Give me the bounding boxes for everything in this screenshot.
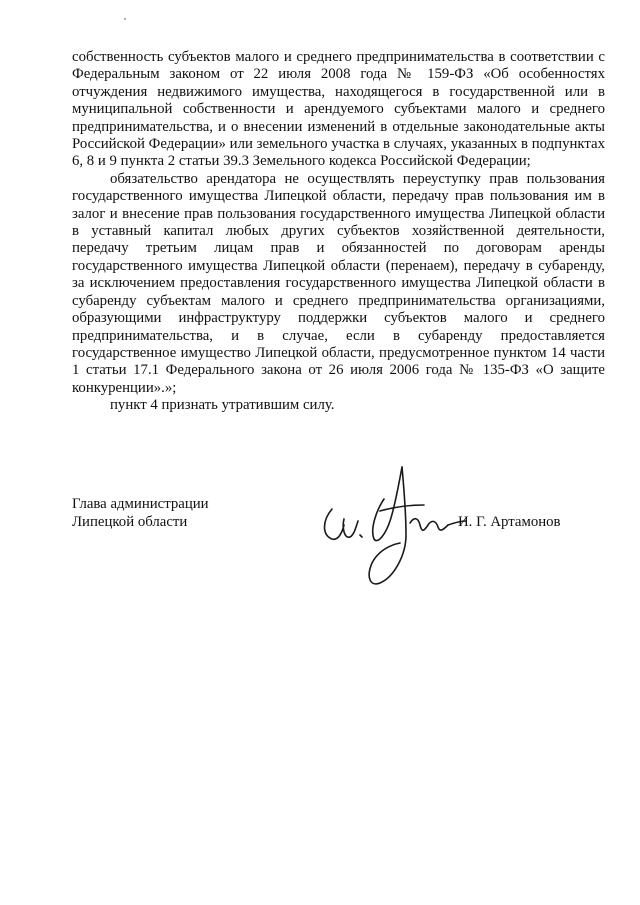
signatory-name: И. Г. Артамонов — [458, 514, 561, 530]
signatory-title — [72, 495, 209, 531]
paragraph-continuation: собственность субъектов малого и среднего предпринимательства в соответствии с Федеральным законом от 22 июля 2008 года № 159-ФЗ «Об особенностях отчуждения недвижимого имущества, находящегося в государственной или в муниципальной собственности и арендуемого субъектами малого и среднего предпринимательства, и о внесении изменений в отдельные законодательные акты Российской Федерации» или земельного участка в случаях, указанных в подпунктах 6, 8 и 9 пункта 2 статьи 39.3 Земельного кодекса Российской Федерации; — [72, 49, 605, 170]
signatory-title-line1: Глава администрации — [72, 496, 209, 512]
scan-speck — [124, 18, 126, 20]
document-body — [72, 49, 605, 415]
signature-block — [72, 495, 605, 615]
signatory-title-line2: Липецкой области — [72, 514, 188, 530]
paragraph-point-4: пункт 4 признать утратившим силу. — [110, 397, 335, 414]
paragraph-lease-obligation: обязательство арендатора не осуществлять переуступку прав пользования государственного имущества Липецкой области, передачу прав пользования им в залог и внесение прав пользования государственного имущества Липецкой области в уставный капитал любых других субъектов хозяйственной деятельности, передачу третьим лицам прав и обязанностей по договорам аренды государственного имущества Липецкой области (перенаем), передачу в субаренду, за исключением предоставления государственного имущества Липецкой области в субаренду субъектам малого и среднего предпринимательства организациями, образующими инфраструктуру поддержки субъектов малого и среднего предпринимательства, и в случае, если в субаренду предоставляется государственное имущество Липецкой области, предусмотренное пунктом 14 части 1 статьи 17.1 Федерального закона от 26 июля 2006 года № 135-ФЗ «О защите конкуренции».»; — [72, 170, 605, 396]
